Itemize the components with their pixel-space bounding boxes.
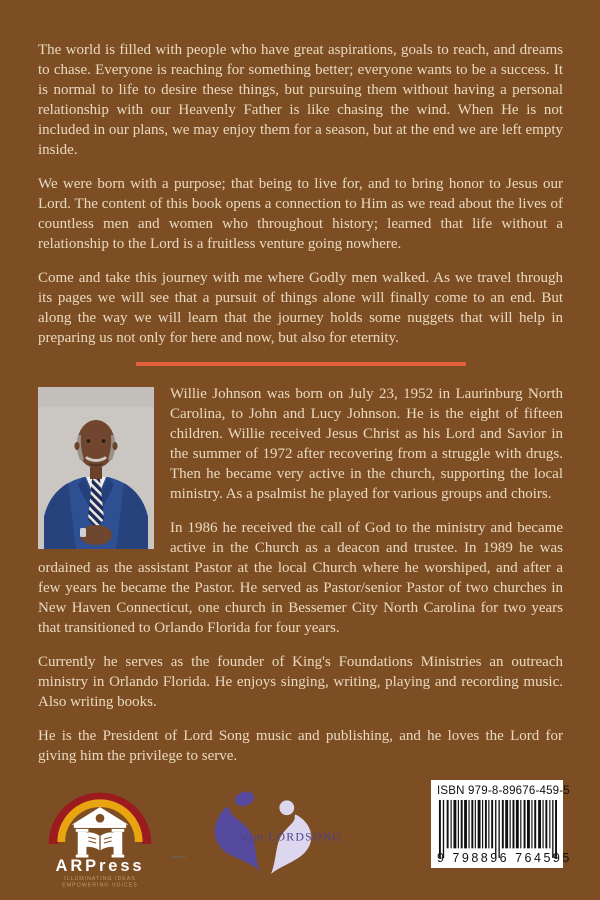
arpress-name: ARPress — [55, 857, 145, 876]
footer-dash — [172, 856, 186, 858]
isbn-label: ISBN 979-8-89676-459-5 — [437, 785, 570, 797]
barcode-number: 9 798896 764595 — [437, 850, 572, 865]
lordsong-label: wjm LORDSONG — [239, 829, 343, 844]
synopsis-paragraph-1: The world is filled with people who have great aspirations, goals to reach, and dreams to chase. Everyone is reaching for something better; everyone wants to be a success. It is normal to life to desire these things, but pursuing them without having a personal relationship with our Heavenly Father is like chasing the wind. When He is not included in our plans, we may enjoy them for a season, but at the end we are left empty inside. — [38, 42, 563, 158]
arpress-publisher-logo — [38, 780, 162, 889]
lordsong-logo — [198, 788, 346, 879]
arpress-building-icon — [72, 807, 128, 857]
synopsis-paragraph-2: We were born with a purpose; that being to live for, and to bring honor to Jesus our Lord. The content of this book opens a connection to Him as we read about the lives of countless men and women who throughout history; learned that life without a relationship to the Lord is a fruitless venture going nowhere. — [38, 176, 563, 252]
bio-paragraph-1: Willie Johnson was born on July 23, 1952 in Laurinburg North Carolina, to John and Lucy Johnson. He is the eight of fifteen children. Willie received Jesus Christ as his Lord and Savior in the summer of 1972 after recovering from a struggle with drugs. Then he became very active in the church, supporting the local ministry. As a psalmist he played for various groups and choirs. — [170, 386, 563, 502]
section-divider — [136, 362, 466, 366]
bio-paragraph-2: In 1986 he received the call of God to the ministry and became active in the Church as a deacon and trustee. In 1989 he was ordained as the assistant Pastor at the local Church where he worshiped, and after a few years he became the Pastor. He served as Pastor/senior Pastor of two churches in New Haven Connecticut, one church in Bessemer City North Carolina for two years that transitioned to Orlando Florida for four years. — [38, 520, 563, 636]
author-bio-section — [38, 384, 563, 638]
synopsis-paragraph-3: Come and take this journey with me where Godly men walked. As we travel through its pages we will see that a pursuit of things alone will finally come to an end. But along the way we will learn that the journey holds some nuggets that will help in preparing us not only for here and now, but also for eternity. — [38, 270, 563, 346]
footer-row — [38, 780, 572, 889]
arpress-tagline-2: EMPOWERING VOICES — [62, 882, 138, 889]
author-photo — [38, 387, 154, 549]
arpress-tagline-1: ILLUMINATING IDEAS — [64, 875, 136, 882]
bio-paragraph-3: Currently he serves as the founder of King's Foundations Ministries an outreach ministry in Orlando Florida. He enjoys singing, writing, playing and recording music. Also writing books. — [38, 654, 563, 710]
isbn-barcode — [431, 780, 572, 868]
bio-paragraph-4: He is the President of Lord Song music and publishing, and he loves the Lord for giving him the privilege to serve. — [38, 728, 563, 764]
